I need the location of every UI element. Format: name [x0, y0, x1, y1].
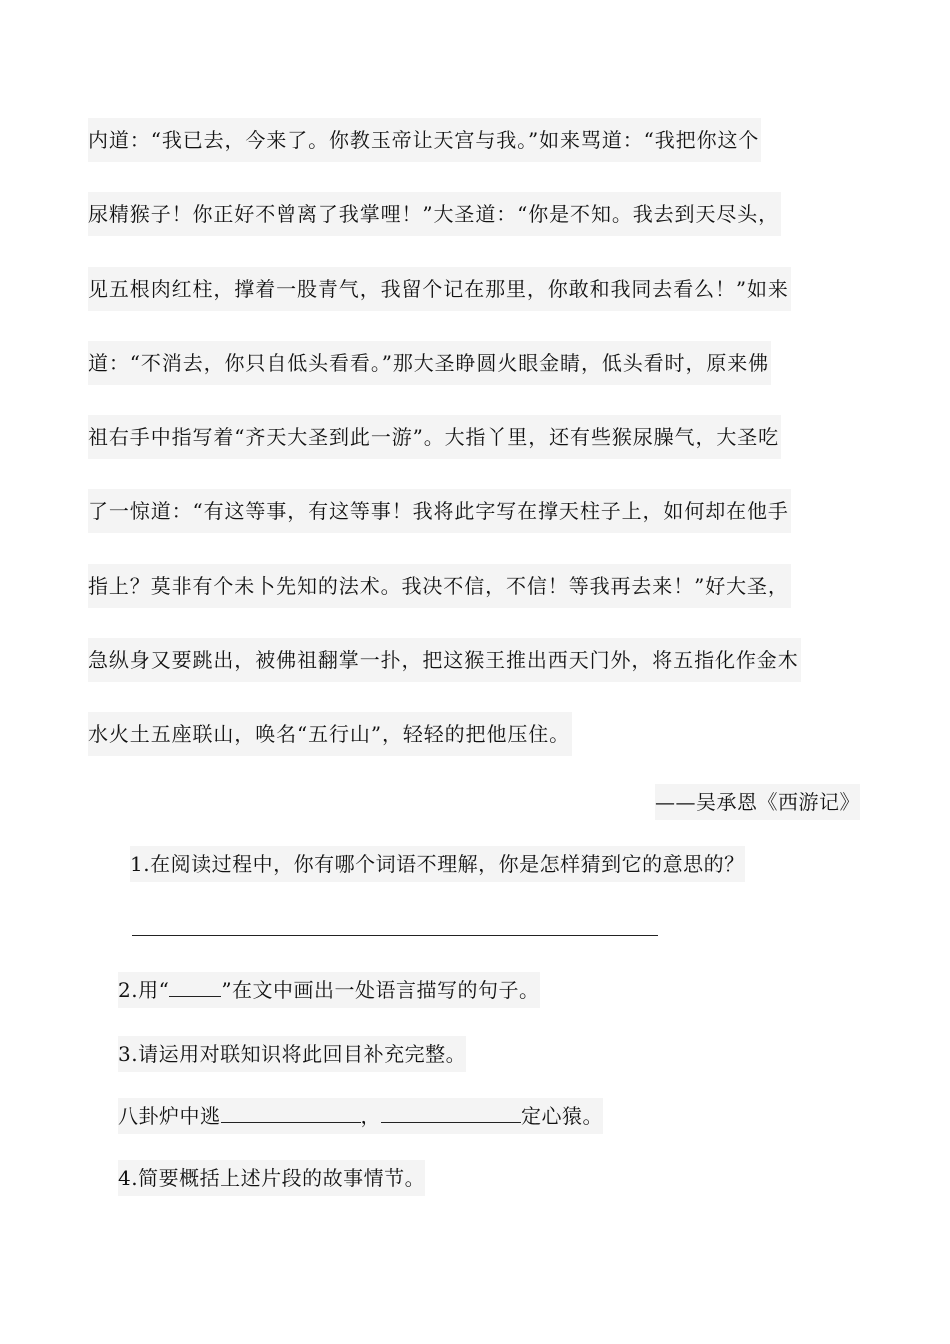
passage-line — [88, 192, 864, 266]
passage-line — [88, 267, 864, 341]
couplet-part-1: 八卦炉中逃 — [118, 1104, 221, 1128]
couplet-blank-2[interactable] — [381, 1100, 521, 1123]
couplet-fill-line — [118, 1098, 603, 1134]
passage-line-text: 尿精猴子！你正好不曾离了我掌哩！”大圣道：“你是不知。我去到天尽头， — [88, 192, 781, 236]
question-3: 3.请运用对联知识将此回目补充完整。 — [118, 1036, 466, 1072]
question-2-suffix: ”在文中画出一处语言描写的句子。 — [221, 978, 540, 1002]
passage-line — [88, 638, 864, 712]
passage-attribution: ——吴承恩《西游记》 — [655, 784, 860, 820]
passage-line-text: 见五根肉红柱，撑着一股青气，我留个记在那里，你敢和我同去看么！”如来 — [88, 267, 791, 311]
couplet-blank-1[interactable] — [221, 1100, 361, 1123]
reading-passage — [88, 118, 864, 787]
passage-line-text: 道：“不消去，你只自低头看看。”那大圣睁圆火眼金睛，低头看时，原来佛 — [88, 341, 771, 385]
passage-line-text: 内道：“我已去，今来了。你教玉帝让天宫与我。”如来骂道：“我把你这个 — [88, 118, 761, 162]
question-1: 1.在阅读过程中，你有哪个词语不理解，你是怎样猜到它的意思的？ — [130, 846, 745, 882]
question-2-prefix: 2.用“ — [118, 978, 170, 1002]
couplet-part-2: 定心猿。 — [521, 1104, 603, 1128]
couplet-separator: ， — [360, 1104, 381, 1128]
passage-line-text: 祖右手中指写着“齐天大圣到此一游”。大指丫里，还有些猴尿臊气，大圣吃 — [88, 415, 781, 459]
question-2 — [118, 972, 540, 1008]
passage-line — [88, 489, 864, 563]
passage-line-text: 指上？莫非有个未卜先知的法术。我决不信，不信！等我再去来！”好大圣， — [88, 564, 791, 608]
passage-line — [88, 564, 864, 638]
passage-line-text: 了一惊道：“有这等事，有这等事！我将此字写在撑天柱子上，如何却在他手 — [88, 489, 791, 533]
question-1-answer-line[interactable] — [132, 935, 658, 936]
passage-line — [88, 712, 864, 786]
passage-line-text: 急纵身又要跳出，被佛祖翻掌一扑，把这猴王推出西天门外，将五指化作金木 — [88, 638, 801, 682]
passage-line — [88, 415, 864, 489]
passage-line — [88, 118, 864, 192]
passage-line — [88, 341, 864, 415]
question-4: 4.简要概括上述片段的故事情节。 — [118, 1160, 425, 1196]
underline-sample — [169, 974, 221, 997]
passage-line-text: 水火土五座联山，唤名“五行山”，轻轻的把他压住。 — [88, 712, 572, 756]
